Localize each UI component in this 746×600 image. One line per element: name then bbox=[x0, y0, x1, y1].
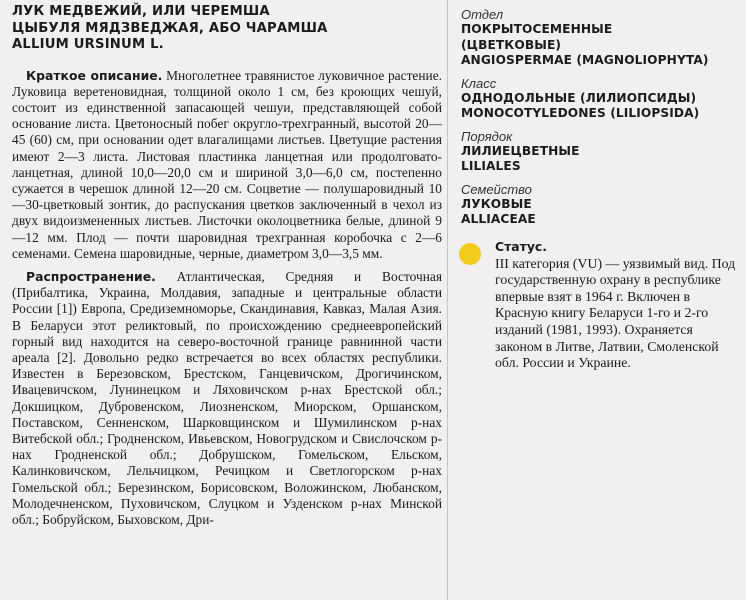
taxon-name-latin: LILIALES bbox=[461, 159, 521, 173]
status-body bbox=[495, 239, 743, 372]
taxonomy-column bbox=[461, 7, 743, 371]
description-section bbox=[12, 68, 442, 262]
description-text: Многолетнее травянистое луковичное растение. Луковица веретеновидная, толщиной около 1 см, без кроющих чешуй, состоит из единственной запасающей чешуи, представляющей собой основание листа. Цветоносный побег округло-трехгранный, высотой 20—45 (60) см, при основании одет влагалищами листьев. Цветущие растения имеют 2—3 листа. Листовая пластинка ланцетная или продолговато-ланцетная, длиной 10,0—20,0 см и шириной 3,0—6,0 см, постепенно сужается в черешок длиной 12—20 см. Соцветие — полушаровидный 10—30-цветковый зонтик, до распускания цветков заключенный в чехол из двух видоизмененных листьев. Листочки околоцветника белые, длиной 9—12 мм. Плод — почти шаровидная трехгранная коробочка с 2—6 семенами. Семена шаровидные, черные, диаметром 3,0—3,5 мм. bbox=[12, 67, 442, 261]
status-heading: Статус. bbox=[495, 239, 547, 254]
taxon-name: ЛУКОВЫЕ bbox=[461, 196, 532, 211]
taxon-name: (ЦВЕТКОВЫЕ) bbox=[461, 37, 562, 52]
title-russian: ЛУК МЕДВЕЖИЙ, ИЛИ ЧЕРЕМША bbox=[12, 4, 270, 19]
distribution-section bbox=[12, 269, 442, 528]
description-heading: Краткое описание. bbox=[26, 67, 163, 83]
taxon-name-latin: MONOCOTYLEDONES (LILIOPSIDA) bbox=[461, 106, 700, 120]
main-column bbox=[12, 4, 442, 528]
status-block bbox=[461, 239, 743, 372]
taxon-class bbox=[461, 76, 743, 122]
taxon-label: Порядок bbox=[461, 128, 513, 144]
taxon-division bbox=[461, 7, 743, 69]
column-divider bbox=[447, 0, 448, 600]
title-latin: ALLIUM URSINUM L. bbox=[12, 37, 164, 52]
taxon-name: ЛИЛИЕЦВЕТНЫЕ bbox=[461, 143, 580, 158]
taxon-label: Семейство bbox=[461, 181, 532, 197]
taxon-name: ОДНОДОЛЬНЫЕ (ЛИЛИОПСИДЫ) bbox=[461, 90, 697, 105]
taxon-order bbox=[461, 129, 743, 175]
taxon-name-latin: ALLIACEAE bbox=[461, 212, 536, 226]
taxon-label: Класс bbox=[461, 75, 497, 91]
species-title bbox=[12, 4, 442, 54]
distribution-heading: Распространение. bbox=[26, 268, 156, 284]
taxon-name-latin: ANGIOSPERMAE (MAGNOLIOPHYTA) bbox=[461, 53, 709, 67]
taxon-name: ПОКРЫТОСЕМЕННЫЕ bbox=[461, 22, 613, 36]
taxon-family bbox=[461, 182, 743, 228]
distribution-text: Атлантическая, Средняя и Восточная (Прибалтика, Украина, Молдавия, западные и центральные области России [1]) Европа, Средиземноморье, Скандинавия, Кавказ, Малая Азия. В Беларуси этот реликтовый, по происхождению среднеевропейский горный вид находится на северо-восточной границе равнинной части ареала [2]. Довольно редко встречается во всех областях республики. Известен в Березовском, Брестском, Ганцевичском, Дрогичинском, Ивацевичском, Лунинецком и Ляховичском р-нах Брестской обл.; Докшицком, Дубровенском, Лиозненском, Миорском, Оршанском, Поставском, Сенненском, Шарковщинском и Шумилинском р-нах Витебской обл.; Гродненском, Ивьевском, Новогрудском и Свислочском р-нах Гродненской обл.; Добрушском, Гомельском, Ельском, Калинковичском, Лельчицком, Речицком и Светлогорском р-нах Гомельской обл.; Березинском, Борисовском, Воложинском, Любанском, Молодечненском, Пуховичском, Слуцком и Узденском р-нах Минской обл.; Бобруйском, Быховском, Дри- bbox=[12, 268, 442, 527]
status-dot-icon bbox=[459, 243, 481, 265]
title-belarusian: ЦЫБУЛЯ МЯДЗВЕДЖАЯ, АБО ЧАРАМША bbox=[12, 20, 328, 36]
taxon-label: Отдел bbox=[461, 7, 504, 22]
status-text: III категория (VU) — уязвимый вид. Под государственную охрану в республике впервые взят в 1964 г. Включен в Красную книгу Беларуси 1-го и 2-го изданий (1981, 1993). Охраняется законом в Литве, Латвии, Смоленской обл. России и Украине. bbox=[495, 255, 736, 371]
